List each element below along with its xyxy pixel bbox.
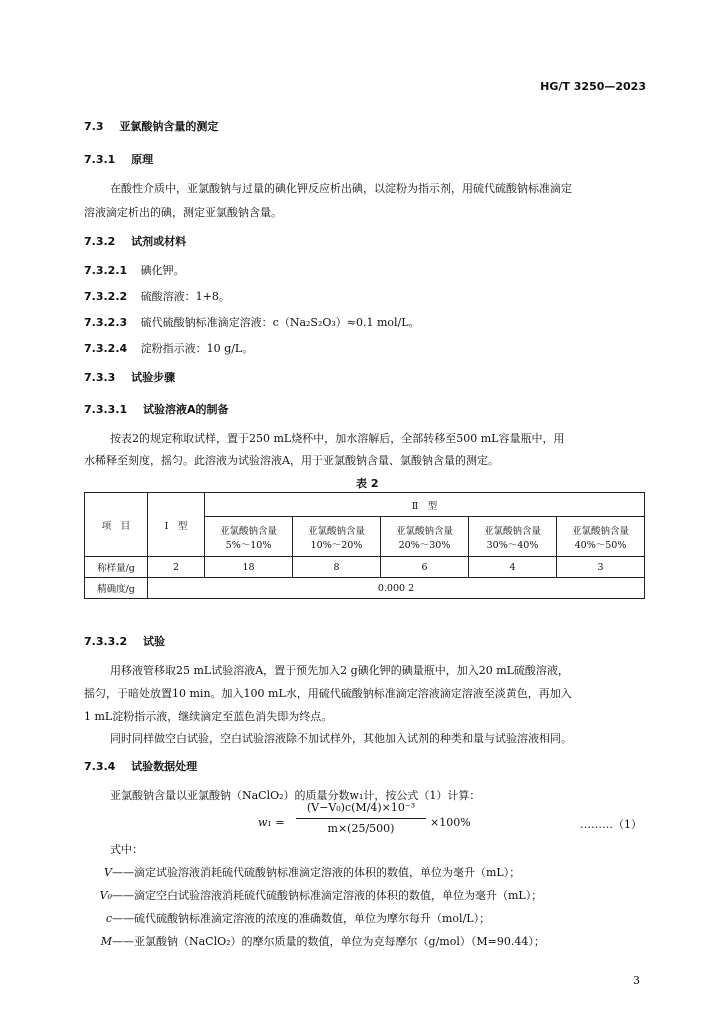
- table-cell: 0.000 2: [148, 578, 645, 599]
- header-range: 亚氯酸钠含量 10%～20%: [293, 517, 381, 557]
- sample-mass-table: [84, 492, 645, 599]
- row-label: 称样量/g: [85, 557, 148, 578]
- test-line-1: 用移液管移取25 mL试验溶液A，置于预先加入2 g碘化钾的碘量瓶中，加入20 mL硫酸溶液，: [110, 664, 569, 677]
- test-line-4: 同时同样做空白试验，空白试验溶液除不加试样外，其他加入试剂的种类和量与试验溶液相同。: [110, 732, 572, 745]
- header-item: 项 目: [85, 493, 148, 557]
- section-title: 原理: [131, 153, 154, 166]
- section-title: 试验数据处理: [131, 760, 198, 773]
- section-7-3-3-2-heading: [84, 633, 165, 649]
- principle-line-1: 在酸性介质中，亚氯酸钠与过量的碘化钾反应析出碘，以淀粉为指示剂，用硫代硫酸钠标准滴定: [110, 182, 572, 195]
- principle-line-2: 溶液滴定析出的碘，测定亚氯酸钠含量。: [84, 206, 282, 219]
- header-type2-group: Ⅱ 型: [205, 493, 645, 517]
- header-range: 亚氯酸钠含量 5%～10%: [205, 517, 293, 557]
- test-line-2: 摇匀，于暗处放置10 min。加入100 mL水，用硫代硫酸钠标准滴定溶液滴定溶液至淡黄色，再加入: [84, 687, 572, 700]
- page-number: 3: [633, 974, 640, 987]
- row-label: 精确度/g: [85, 578, 148, 599]
- variable-definition: V——滴定试验溶液消耗硫代硫酸钠标准滴定溶液的体积的数值，单位为毫升（mL）；: [104, 866, 521, 879]
- calc-intro: 亚氯酸钠含量以亚氯酸钠（NaClO₂）的质量分数w₁计，按公式（1）计算：: [110, 789, 481, 802]
- table-row: [85, 578, 645, 599]
- section-7-3-4-heading: [84, 758, 197, 774]
- reagent-item: 7.3.2.2 硫酸溶液：1+8。: [84, 290, 230, 303]
- variable-definition: M——亚氯酸钠（NaClO₂）的摩尔质量的数值，单位为克每摩尔（g/mol）（M=90.44）；: [100, 935, 545, 948]
- section-number: 7.3.3: [84, 371, 116, 384]
- variable-definition: c——硫代硫酸钠标准滴定溶液的浓度的准确数值，单位为摩尔每升（mol/L）；: [105, 912, 491, 925]
- section-number: 7.3: [84, 120, 104, 133]
- reagent-item: 7.3.2.4 淀粉指示液：10 g/L。: [84, 342, 254, 355]
- section-number: 7.3.1: [84, 153, 116, 166]
- section-7-3-heading: [84, 118, 218, 134]
- formula-lhs: w₁ =: [258, 816, 285, 829]
- prep-line-1: 按表2的规定称取试样，置于250 mL烧杯中，加水溶解后，全部转移至500 mL容量瓶中，用: [110, 432, 565, 445]
- prep-line-2: 水稀释至刻度，摇匀。此溶液为试验溶液A，用于亚氯酸钠含量、氯酸钠含量的测定。: [84, 454, 499, 467]
- table-caption: 表 2: [356, 477, 379, 490]
- section-7-3-1-heading: [84, 151, 153, 167]
- table-cell: 6: [381, 557, 469, 578]
- section-title: 亚氯酸钠含量的测定: [119, 120, 219, 133]
- section-number: 7.3.4: [84, 760, 116, 773]
- equation-number: ………（1）: [580, 818, 642, 831]
- section-7-3-3-1-heading: [84, 401, 229, 417]
- variable-definition: V₀——滴定空白试验溶液消耗硫代硫酸钠标准滴定溶液的体积的数值，单位为毫升（mL）；: [99, 889, 543, 902]
- reagent-item: 7.3.2.1 碘化钾。: [84, 264, 185, 277]
- where-label: 式中：: [110, 843, 143, 856]
- table-cell: 8: [293, 557, 381, 578]
- formula-tail: ×100%: [430, 816, 471, 829]
- standard-code: HG/T 3250—2023: [540, 80, 646, 93]
- section-title: 试验溶液A的制备: [143, 403, 229, 416]
- section-title: 试剂或材料: [131, 235, 187, 248]
- header-range: 亚氯酸钠含量 40%～50%: [557, 517, 645, 557]
- table-cell: 3: [557, 557, 645, 578]
- section-number: 7.3.2: [84, 235, 116, 248]
- test-line-3: 1 mL淀粉指示液，继续滴定至蓝色消失即为终点。: [84, 710, 333, 723]
- header-range: 亚氯酸钠含量 30%～40%: [469, 517, 557, 557]
- fraction-bar: [296, 818, 426, 819]
- section-title: 试验: [143, 635, 165, 648]
- table-row: [85, 557, 645, 578]
- formula-numerator: (V−V₀)c(M/4)×10⁻³: [306, 801, 416, 814]
- section-7-3-2-heading: [84, 233, 186, 249]
- table-cell: 4: [469, 557, 557, 578]
- table-cell: 2: [148, 557, 205, 578]
- formula-denominator: m×(25/500): [327, 822, 395, 835]
- section-number: 7.3.3.1: [84, 403, 128, 416]
- section-7-3-3-heading: [84, 369, 175, 385]
- section-number: 7.3.3.2: [84, 635, 128, 648]
- table-cell: 18: [205, 557, 293, 578]
- header-type1: Ⅰ 型: [148, 493, 205, 557]
- section-title: 试验步骤: [131, 371, 176, 384]
- reagent-item: 7.3.2.3 硫代硫酸钠标准滴定溶液：c（Na₂S₂O₃）≈0.1 mol/L。: [84, 316, 420, 329]
- header-range: 亚氯酸钠含量 20%～30%: [381, 517, 469, 557]
